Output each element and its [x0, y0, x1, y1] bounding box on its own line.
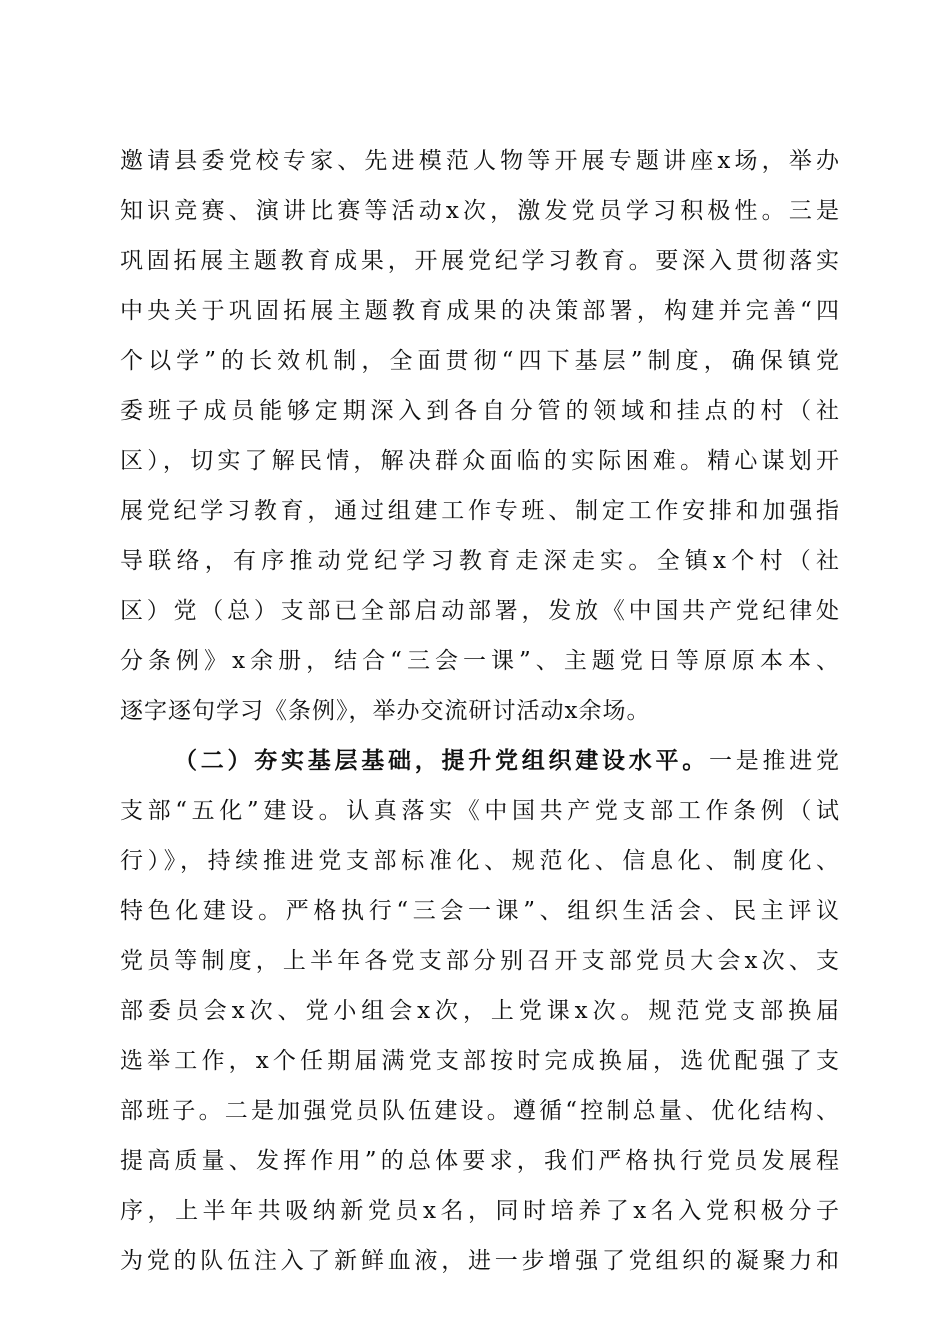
- text-line: 导联络，有序推动党纪学习教育走深走实。全镇x个村（社: [120, 548, 840, 574]
- text-line: 特色化建设。严格执行“三会一课”、组织生活会、民主评议: [120, 898, 840, 924]
- text-line: 展党纪学习教育，通过组建工作专班、制定工作安排和加强指: [120, 498, 840, 524]
- text-line: 邀请县委党校专家、先进模范人物等开展专题讲座x场，举办: [120, 148, 840, 174]
- text-line: 党员等制度，上半年各党支部分别召开支部党员大会x次、支: [120, 948, 840, 974]
- text-line: 委班子成员能够定期深入到各自分管的领域和挂点的村（社: [120, 398, 840, 424]
- text-line: 提高质量、发挥作用”的总体要求，我们严格执行党员发展程: [120, 1148, 840, 1174]
- text-line: 中央关于巩固拓展主题教育成果的决策部署，构建并完善“四: [120, 298, 840, 324]
- text-line: 为党的队伍注入了新鲜血液，进一步增强了党组织的凝聚力和: [120, 1248, 840, 1274]
- text-line: 个以学”的长效机制，全面贯彻“四下基层”制度，确保镇党: [120, 348, 840, 374]
- text-line: 区），切实了解民情，解决群众面临的实际困难。精心谋划开: [120, 448, 840, 474]
- text-line: 区）党（总）支部已全部启动部署，发放《中国共产党纪律处: [120, 598, 840, 624]
- paragraph-2: [120, 736, 840, 1286]
- text-line: 巩固拓展主题教育成果，开展党纪学习教育。要深入贯彻落实: [120, 248, 840, 274]
- text-line: 部委员会x次、党小组会x次，上党课x次。规范党支部换届: [120, 998, 840, 1024]
- text-line: 分条例》x余册，结合“三会一课”、主题党日等原原本本、: [120, 648, 840, 674]
- text-line: 知识竞赛、演讲比赛等活动x次，激发党员学习积极性。三是: [120, 198, 840, 224]
- text-line: 逐字逐句学习《条例》，举办交流研讨活动x余场。: [120, 698, 651, 724]
- text-line: 部班子。二是加强党员队伍建设。遵循“控制总量、优化结构、: [120, 1098, 840, 1124]
- section-heading-rest: 一是推进党: [709, 748, 840, 774]
- text-line: 行）》，持续推进党支部标准化、规范化、信息化、制度化、: [120, 848, 840, 874]
- text-line: 支部“五化”建设。认真落实《中国共产党支部工作条例（试: [120, 798, 840, 824]
- section-heading: （二）夯实基层基础，提升党组织建设水平。: [174, 747, 709, 774]
- text-line: 序，上半年共吸纳新党员x名，同时培养了x名入党积极分子: [120, 1198, 840, 1224]
- section-heading-line: [120, 736, 840, 786]
- paragraph-1: [120, 136, 840, 736]
- body-text: [120, 136, 840, 1286]
- text-line: 选举工作，x个任期届满党支部按时完成换届，选优配强了支: [120, 1048, 840, 1074]
